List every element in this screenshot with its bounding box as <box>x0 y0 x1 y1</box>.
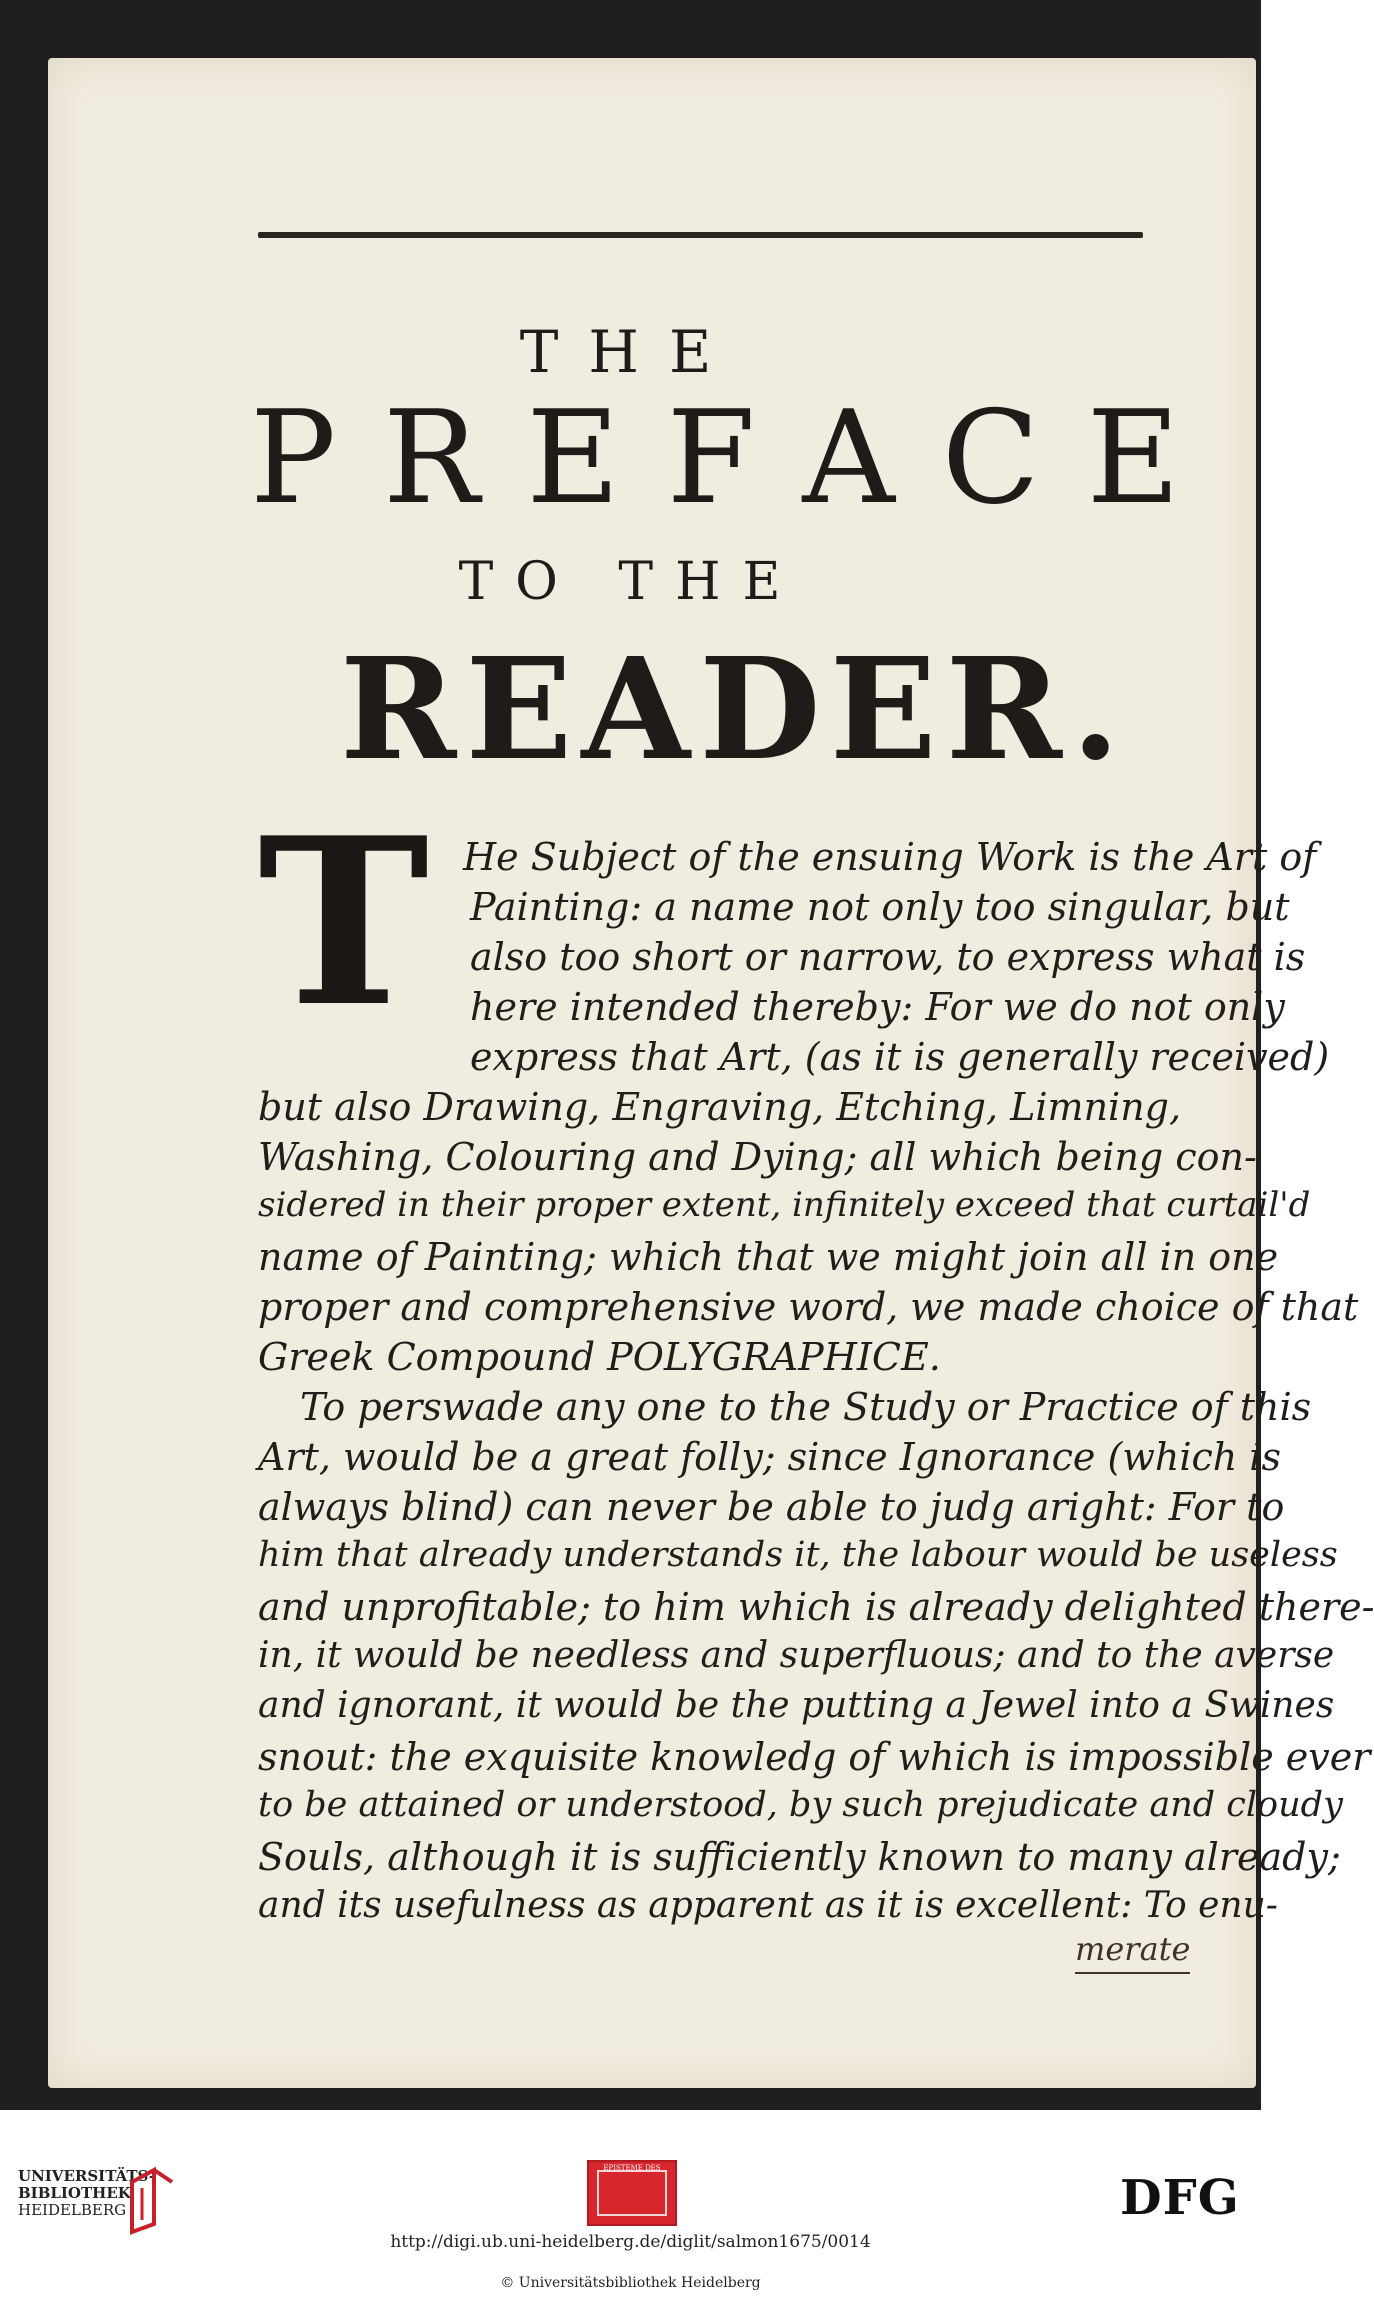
title-reader-letter: R <box>945 628 1063 792</box>
title-reader-letter: A <box>581 628 691 792</box>
text-line: express that Art, (as it is generally received) <box>470 1035 1330 1079</box>
title-preface-letter: C <box>941 384 1040 533</box>
text-line: sidered in their proper extent, infinitely exceed that curtail'd <box>258 1185 1311 1225</box>
text-line: and ignorant, it would be the putting a Jewel into a Swines <box>258 1685 1335 1726</box>
text-line: name of Painting; which that we might join all in one <box>258 1235 1279 1279</box>
title-preface-letter: E <box>526 384 620 533</box>
top-rule <box>258 232 1143 238</box>
title-the: THE <box>519 318 742 386</box>
title-preface-letter: R <box>383 384 480 533</box>
title-reader-letter: D <box>699 628 821 792</box>
text-line: snout: the exquisite knowledg of which is impossible ever <box>258 1735 1371 1779</box>
catchword: merate <box>1075 1930 1190 1974</box>
permalink-url[interactable]: http://digi.ub.uni-heidelberg.de/diglit/salmon1675/0014 <box>390 2232 871 2252</box>
text-line: To perswade any one to the Study or Practice of this <box>300 1385 1312 1429</box>
text-line: Painting: a name not only too singular, but <box>470 885 1290 929</box>
library-name-line3: HEIDELBERG <box>18 2201 127 2219</box>
title-to-the: TO THE <box>458 552 803 612</box>
title-reader-letter: E <box>829 628 937 792</box>
text-line: Art, would be a great folly; since Ignorance (which is <box>258 1435 1281 1479</box>
title-preface-letter: A <box>802 384 895 533</box>
text-line: him that already understands it, the labour would be useless <box>258 1535 1338 1575</box>
text-line: Greek Compound POLYGRAPHICE. <box>258 1335 941 1379</box>
text-line: and unprofitable; to him which is already delighted there- <box>258 1585 1374 1629</box>
library-name-line1: UNIVERSITÄTS- <box>18 2167 156 2185</box>
episteme-logo[interactable] <box>587 2160 677 2226</box>
text-line: and its usefulness as apparent as it is excellent: To enu- <box>258 1885 1278 1926</box>
title-preface-letter: E <box>1086 384 1180 533</box>
dfg-logo[interactable]: DFG <box>1120 2170 1240 2226</box>
title-preface-letter: F <box>666 384 756 533</box>
text-line: proper and comprehensive word, we made choice of that <box>258 1285 1359 1329</box>
library-mark-icon <box>128 2168 176 2234</box>
title-reader <box>340 628 1120 792</box>
text-line: always blind) can never be able to judg aright: For to <box>258 1485 1285 1529</box>
title-preface <box>250 384 1180 533</box>
text-line: Souls, although it is sufficiently known to many already; <box>258 1835 1341 1879</box>
title-reader-letter: R <box>340 628 457 792</box>
copyright-text: © Universitätsbibliothek Heidelberg <box>500 2275 761 2291</box>
episteme-logo-label: EPISTEME DES <box>603 2164 661 2172</box>
text-line: to be attained or understood, by such prejudicate and cloudy <box>258 1785 1343 1825</box>
title-reader-letter: . <box>1071 628 1120 792</box>
title-preface-letter: P <box>250 384 337 533</box>
text-line: here intended thereby: For we do not only <box>470 985 1285 1029</box>
text-line: in, it would be needless and superfluous; and to the averse <box>258 1635 1335 1676</box>
text-line: Washing, Colouring and Dying; all which being con- <box>258 1135 1257 1179</box>
text-line: but also Drawing, Engraving, Etching, Limning, <box>258 1085 1182 1129</box>
drop-cap: T <box>258 788 430 1058</box>
text-line: He Subject of the ensuing Work is the Art of <box>463 835 1317 879</box>
title-reader-letter: E <box>465 628 573 792</box>
text-line: also too short or narrow, to express what is <box>470 935 1306 979</box>
library-name-line2: BIBLIOTHEK <box>18 2184 131 2202</box>
